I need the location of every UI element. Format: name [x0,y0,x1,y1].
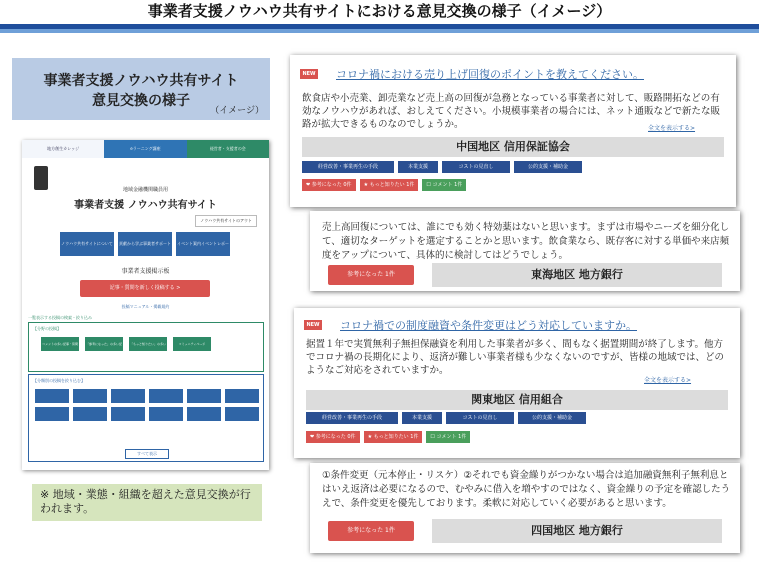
tag[interactable]: 公的支援・補助金 [518,412,586,424]
category-tile[interactable] [35,407,69,421]
site-label-image-note: （イメージ） [210,106,264,116]
new-badge: NEW [304,320,322,330]
helpful-reaction-button[interactable]: ❤ 参考になった 0件 [302,179,356,191]
category-filter-label: 【分類別の投稿を絞り込む】 [33,378,85,383]
post-card [290,55,736,207]
site-main-buttons [60,232,230,270]
site-name: 事業者支援 ノウハウ共有サイト [74,200,217,211]
category-tile[interactable] [149,389,183,403]
helpful-reaction-button[interactable]: ❤ 参考になった 0件 [306,431,360,443]
category-tile[interactable] [73,407,107,421]
show-all-button[interactable]: すべて表示 [125,449,169,459]
filter-most-helpful[interactable]: 「参考になった」の多い記事 [85,337,123,351]
tag[interactable]: 公的支援・補助金 [514,161,582,173]
category-tile[interactable] [149,407,183,421]
helpful-button[interactable]: 参考になった 1件 [328,265,414,285]
nav-network[interactable]: 経営者・支援者の会 [187,140,269,158]
answer-card [310,211,740,291]
nav-elearning[interactable]: eラーニング講座 [104,140,186,158]
answer-author: 四国地区 地方銀行 [432,519,722,543]
comment-count-button[interactable]: ☐ コメント 1件 [426,431,470,443]
filter-most-comments[interactable]: コメントの多い記事・質問 [41,337,79,351]
site-screenshot [22,140,269,470]
want-to-know-reaction-button[interactable]: ★ もっと知りたい 1件 [360,179,419,191]
featured-filter-label: 【分野の投稿】 [33,326,61,331]
post-title[interactable]: コロナ禍での制度融資や条件変更はどう対応していますか。 [340,319,637,332]
site-label-line2: 意見交換の様子 [92,93,190,109]
category-tile[interactable] [35,389,69,403]
site-org: 地域金融機関職員用 [122,187,168,193]
post-reactions [302,179,466,191]
site-label-panel [12,58,270,120]
events-button[interactable]: イベント案内イベントレポート [176,232,230,256]
board-title: 事業者支援掲示板 [121,268,170,275]
category-tile[interactable] [225,407,259,421]
post-title[interactable]: コロナ禍における売り上げ回復のポイントを教えてください。 [336,68,644,81]
filter-section-heading: 一覧表示する投稿の検索・絞り込み [28,315,92,320]
tag[interactable]: コストの見直し [446,412,514,424]
category-tile[interactable] [111,407,145,421]
post-author: 中国地区 信用保証協会 [302,137,724,157]
post-reactions [306,431,470,443]
want-to-know-reaction-button[interactable]: ★ もっと知りたい 1件 [364,431,423,443]
tag[interactable]: 本業支援 [398,161,438,173]
category-tile[interactable] [187,389,221,403]
featured-filter-box [28,322,264,372]
answer-author: 東海地区 地方銀行 [432,263,722,287]
show-full-link[interactable]: 全文を表示する> [648,125,696,132]
new-post-button[interactable]: 記事・質問を新しく投稿する > [80,280,210,297]
tag[interactable]: 経営改善・事業再生の手段 [302,161,394,173]
site-label-line1: 事業者支援ノウハウ共有サイト [43,73,239,89]
post-body: 据置１年で実質無利子無担保融資を利用した事業者が多く、間もなく据置期間が終了します。他方でコロナ禍の長期化により、返済が難しい事業者様も少なくないのですが、皆様の地域では、どのようなご対応をされていますか。 [306,339,725,376]
tag[interactable]: 経営改善・事業再生の手段 [306,412,398,424]
post-tags [306,412,586,424]
manual-link[interactable]: 投稿マニュアル・掲載規約 [121,304,170,309]
helpful-button[interactable]: 参考になった 1件 [328,521,414,541]
page-title: 事業者支援ノウハウ共有サイトにおける意見交換の様子（イメージ） [147,2,612,20]
post-tags [302,161,582,173]
post-author: 関東地区 信用組合 [306,390,728,410]
answer-body: ①条件変更（元本停止・リスケ）②それでも資金繰りがつかない場合は追加融資無利子無利息とはいえ返済は必要になるので、むやみに借入を増やすのではなく、資金繰りの予定を確認したうえで、条件変更を優先しております。柔軟に対応していく必要があると思います。 [322,470,731,509]
new-badge: NEW [300,69,318,79]
answer-body: 売上高回復については、誰にでも効く特効薬はないと思います。まずは市場やニーズを細分化して、適切なターゲットを選定することかと思います。飲食業なら、既存客に対する単価や来店頻度をアップについて、具体的に検討してはどうでしょう。 [322,222,730,261]
category-tile[interactable] [73,389,107,403]
note-text: ※ 地域・業態・組織を超えた意見交換が行われます。 [32,484,262,521]
title-rule-light [0,29,759,33]
category-tile[interactable] [225,389,259,403]
comment-count-button[interactable]: ☐ コメント 1件 [422,179,466,191]
support-button[interactable]: 貢献から学ぶ事業者サポート [118,232,172,256]
site-about-link[interactable]: ノウハウ共有サイトのアウト [195,215,257,227]
site-nav [22,140,269,158]
filter-community[interactable]: コミュニティページ [173,337,211,351]
post-body: 飲食店や小売業、卸売業など売上高の回復が急務となっている事業者に対して、販路開拓などの有効なノウハウがあれば、おしえてください。小規模事業者の場合には、ネット通販などで新たな販路が拡大できるものなのでしょうか。 [302,93,721,130]
about-button[interactable]: ノウハウ共有サイトについて [60,232,114,256]
filter-most-wanted[interactable]: 「もっと知りたい」の多い記事 [129,337,167,351]
category-tile[interactable] [111,389,145,403]
category-grid [35,389,259,421]
post-card [294,308,740,458]
answer-card [310,463,740,553]
category-filter-box [28,374,264,462]
nav-college[interactable]: 地方創生カレッジ [22,140,104,158]
show-full-link[interactable]: 全文を表示する> [644,377,692,384]
tag[interactable]: コストの見直し [442,161,510,173]
category-tile[interactable] [187,407,221,421]
tag[interactable]: 本業支援 [402,412,442,424]
